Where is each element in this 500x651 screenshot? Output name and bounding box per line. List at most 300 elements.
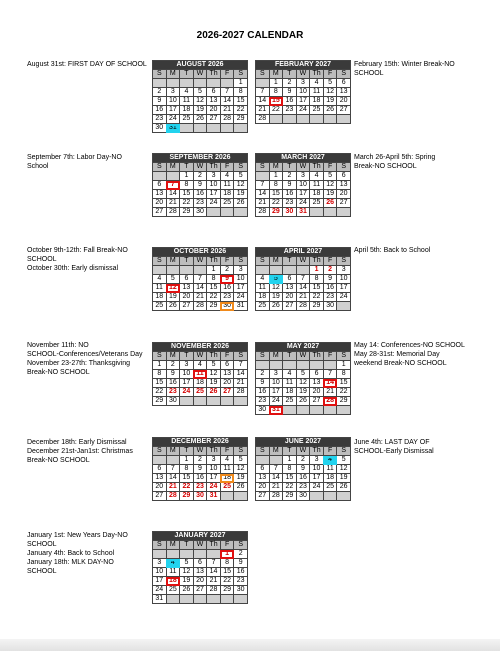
day-cell: 18 [310,97,324,106]
day-cell: 21 [234,379,248,388]
empty-day-cell [207,208,221,217]
week-row [153,208,248,217]
week-row [256,172,351,181]
note-right-2 [354,246,430,255]
day-cell: 5 [180,559,194,568]
weekday-header: T [180,352,194,361]
day-cell: 16 [234,568,248,577]
day-cell: 24 [207,483,221,492]
weekday-header: Th [207,447,221,456]
day-cell: 14 [220,97,234,106]
day-cell: 22 [269,106,283,115]
empty-day-cell [207,397,221,406]
day-cell: 20 [153,199,167,208]
day-cell: 26 [269,302,283,311]
day-cell: 5 [207,361,221,370]
empty-day-cell [180,397,194,406]
day-cell: 3 [234,266,248,275]
empty-day-cell [256,79,270,88]
day-cell: 15 [234,97,248,106]
weekday-header: W [193,70,207,79]
day-cell: 23 [296,483,310,492]
empty-day-cell [283,361,297,370]
empty-day-cell [323,361,337,370]
day-cell: 28 [256,115,270,124]
page-footer-bar [0,639,500,651]
day-cell: 12 [269,284,283,293]
day-cell: 15 [180,474,194,483]
day-cell: 6 [310,370,324,379]
empty-day-cell [337,492,351,501]
weekday-header: S [153,257,167,266]
day-cell: 14 [166,474,180,483]
day-cell: 30 [153,124,167,133]
day-cell: 11 [193,370,207,379]
month-title: OCTOBER 2026 [153,248,248,257]
day-cell: 16 [296,474,310,483]
day-cell: 23 [153,115,167,124]
week-row [256,361,351,370]
day-cell: 20 [256,483,270,492]
day-cell: 20 [193,577,207,586]
day-cell: 2 [296,456,310,465]
day-cell: 8 [207,275,221,284]
week-row [153,97,248,106]
day-cell: 5 [193,88,207,97]
weekday-header: T [180,257,194,266]
weekday-header: Th [310,70,324,79]
day-cell: 4 [153,275,167,284]
empty-day-cell [153,550,167,559]
day-cell: 7 [323,370,337,379]
day-cell: 7 [220,88,234,97]
note-line: May 28-31st: Memorial Day [354,351,440,358]
week-row [153,361,248,370]
day-cell: 16 [166,379,180,388]
weekday-header: F [323,163,337,172]
day-cell: 28 [269,492,283,501]
day-cell: 30 [234,586,248,595]
day-cell: 3 [269,370,283,379]
weekday-header: M [269,163,283,172]
week-row [256,302,351,311]
day-cell: 27 [220,388,234,397]
day-cell: 26 [337,483,351,492]
weekday-header: W [193,257,207,266]
weekday-header: W [193,541,207,550]
empty-day-cell [310,208,324,217]
weekday-header: T [283,70,297,79]
page-title: 2026-2027 CALENDAR [196,30,304,41]
weekday-header: F [323,447,337,456]
day-cell: 9 [323,275,337,284]
empty-day-cell [337,302,351,311]
day-cell: 3 [310,456,324,465]
week-row [153,190,248,199]
day-cell: 25 [323,483,337,492]
weekday-header: Th [207,163,221,172]
day-cell: 30 [193,208,207,217]
month-calendar-sep [152,153,248,217]
day-cell: 8 [234,88,248,97]
week-row [153,79,248,88]
month-calendar-aug [152,60,248,133]
day-cell: 27 [337,106,351,115]
empty-day-cell [310,115,324,124]
day-cell: 6 [180,275,194,284]
day-cell: 22 [220,577,234,586]
week-row [256,115,351,124]
week-row [153,293,248,302]
week-row [153,181,248,190]
day-cell: 27 [207,115,221,124]
day-cell: 14 [166,190,180,199]
week-row [153,465,248,474]
day-cell: 17 [166,106,180,115]
day-cell: 21 [323,388,337,397]
day-cell: 4 [310,79,324,88]
week-row [153,595,248,604]
weekday-header: W [193,447,207,456]
weekday-header: S [337,257,351,266]
note-line: December 21st-Jan1st: Christmas [27,448,133,455]
day-cell: 8 [310,275,324,284]
weekday-header: F [220,257,234,266]
day-cell: 15 [180,190,194,199]
note-line: December 18th: Early Dismissal [27,439,127,446]
day-cell: 2 [193,456,207,465]
note-left-2 [27,246,128,273]
day-cell: 18 [256,293,270,302]
day-cell: 14 [323,379,337,388]
weekday-header: S [337,70,351,79]
note-right-3 [354,341,465,368]
week-row [153,302,248,311]
day-cell: 18 [220,474,234,483]
day-cell: 24 [153,586,167,595]
note-line: February 15th: Winter Break-NO [354,61,455,68]
day-cell: 11 [283,379,297,388]
day-cell: 2 [166,361,180,370]
week-row [153,115,248,124]
day-cell: 15 [283,474,297,483]
note-line: November 23-27th: Thanksgiving [27,360,130,367]
day-cell: 16 [220,284,234,293]
day-cell: 18 [283,388,297,397]
day-cell: 30 [166,397,180,406]
day-cell: 10 [296,181,310,190]
day-cell: 30 [323,302,337,311]
note-line: May 14: Conferences-NO SCHOOL [354,342,465,349]
weekday-header: W [296,352,310,361]
weekday-header: S [256,447,270,456]
day-cell: 2 [234,550,248,559]
month-calendar-jun [255,437,351,501]
empty-day-cell [296,406,310,415]
empty-day-cell [310,361,324,370]
day-cell: 1 [310,266,324,275]
day-cell: 27 [153,208,167,217]
weekday-header: T [283,163,297,172]
week-row [153,172,248,181]
day-cell: 22 [153,388,167,397]
day-cell: 7 [256,181,270,190]
empty-day-cell [234,397,248,406]
day-cell: 21 [166,483,180,492]
empty-day-cell [220,397,234,406]
day-cell: 9 [193,465,207,474]
day-cell: 21 [220,106,234,115]
note-line: August 31st: FIRST DAY OF SCHOOL [27,61,147,68]
week-row [153,379,248,388]
day-cell: 31 [207,492,221,501]
weekday-header: M [166,70,180,79]
day-cell: 21 [193,293,207,302]
day-cell: 15 [337,379,351,388]
week-row [153,88,248,97]
day-cell: 20 [337,190,351,199]
day-cell: 7 [207,559,221,568]
month-calendar-may [255,342,351,415]
day-cell: 10 [153,568,167,577]
day-cell: 1 [153,361,167,370]
day-cell: 28 [296,302,310,311]
note-line: October 30th: Early dismissal [27,265,119,272]
empty-day-cell [269,115,283,124]
day-cell: 10 [166,97,180,106]
weekday-header: F [323,257,337,266]
day-cell: 21 [296,293,310,302]
empty-day-cell [310,492,324,501]
day-cell: 13 [283,284,297,293]
weekday-header: F [220,352,234,361]
weekday-header: M [269,352,283,361]
note-line: January 1st: New Years Day-NO [27,532,128,539]
note-line: SCHOOL-Conferences/Veterans Day [27,351,143,358]
day-cell: 9 [220,275,234,284]
weekday-header: T [180,163,194,172]
empty-day-cell [234,124,248,133]
day-cell: 13 [337,181,351,190]
day-cell: 6 [283,275,297,284]
empty-day-cell [337,406,351,415]
day-cell: 20 [310,388,324,397]
empty-day-cell [283,115,297,124]
day-cell: 1 [180,172,194,181]
empty-day-cell [207,124,221,133]
day-cell: 20 [220,379,234,388]
weekday-header: Th [310,163,324,172]
day-cell: 12 [193,97,207,106]
weekday-header: S [256,163,270,172]
day-cell: 9 [153,97,167,106]
day-cell: 24 [337,293,351,302]
day-cell: 25 [153,302,167,311]
week-row [153,388,248,397]
week-row [153,577,248,586]
day-cell: 23 [166,388,180,397]
day-cell: 19 [323,190,337,199]
day-cell: 26 [180,586,194,595]
day-cell: 10 [234,275,248,284]
day-cell: 13 [180,284,194,293]
day-cell: 10 [337,275,351,284]
empty-day-cell [166,595,180,604]
day-cell: 16 [283,190,297,199]
weekday-header: W [296,163,310,172]
day-cell: 23 [256,397,270,406]
day-cell: 6 [193,559,207,568]
day-cell: 22 [337,388,351,397]
day-cell: 18 [193,379,207,388]
week-row [256,483,351,492]
empty-day-cell [234,595,248,604]
empty-day-cell [180,266,194,275]
day-cell: 14 [193,284,207,293]
day-cell: 29 [153,397,167,406]
empty-day-cell [207,595,221,604]
weekday-header: S [256,70,270,79]
week-row [153,275,248,284]
month-title: APRIL 2027 [256,248,351,257]
week-row [256,388,351,397]
day-cell: 8 [269,181,283,190]
day-cell: 11 [323,465,337,474]
day-cell: 8 [269,88,283,97]
empty-day-cell [180,550,194,559]
day-cell: 2 [256,370,270,379]
day-cell: 8 [220,559,234,568]
day-cell: 23 [220,293,234,302]
day-cell: 27 [283,302,297,311]
day-cell: 2 [283,79,297,88]
day-cell: 29 [269,208,283,217]
empty-day-cell [296,266,310,275]
day-cell: 11 [180,97,194,106]
day-cell: 21 [269,483,283,492]
day-cell: 29 [283,492,297,501]
empty-day-cell [193,124,207,133]
day-cell: 8 [337,370,351,379]
day-cell: 5 [296,370,310,379]
day-cell: 23 [283,199,297,208]
day-cell: 25 [310,106,324,115]
weekday-header: Th [310,352,324,361]
day-cell: 3 [207,456,221,465]
note-line: SCHOOL-Early Dismissal [354,448,434,455]
day-cell: 31 [269,406,283,415]
day-cell: 1 [234,79,248,88]
day-cell: 9 [166,370,180,379]
weekday-header: S [234,541,248,550]
day-cell: 26 [193,115,207,124]
note-line: Break-NO SCHOOL [354,163,417,170]
empty-day-cell [234,208,248,217]
empty-day-cell [337,115,351,124]
day-cell: 21 [256,106,270,115]
note-line: March 26-April 5th: Spring [354,154,436,161]
empty-day-cell [310,406,324,415]
day-cell: 8 [180,181,194,190]
day-cell: 18 [220,190,234,199]
day-cell: 28 [234,388,248,397]
day-cell: 19 [269,293,283,302]
day-cell: 27 [256,492,270,501]
weekday-header: Th [207,257,221,266]
week-row [153,370,248,379]
day-cell: 24 [234,293,248,302]
day-cell: 28 [323,397,337,406]
day-cell: 19 [193,106,207,115]
day-cell: 26 [296,397,310,406]
empty-day-cell [166,79,180,88]
weekday-header: Th [310,257,324,266]
day-cell: 4 [166,559,180,568]
day-cell: 29 [207,302,221,311]
day-cell: 4 [256,275,270,284]
empty-day-cell [256,456,270,465]
day-cell: 13 [256,474,270,483]
day-cell: 12 [234,465,248,474]
week-row [256,492,351,501]
week-row [153,124,248,133]
day-cell: 17 [269,388,283,397]
note-left-1 [27,153,122,171]
day-cell: 19 [234,190,248,199]
day-cell: 12 [207,370,221,379]
empty-day-cell [193,79,207,88]
day-cell: 17 [207,474,221,483]
day-cell: 4 [220,172,234,181]
day-cell: 24 [296,199,310,208]
day-cell: 21 [166,199,180,208]
weekday-header: F [323,352,337,361]
day-cell: 13 [153,190,167,199]
month-title: MAY 2027 [256,343,351,352]
day-cell: 18 [323,474,337,483]
weekday-header: S [337,352,351,361]
day-cell: 13 [193,568,207,577]
empty-day-cell [337,208,351,217]
empty-day-cell [220,492,234,501]
week-row [153,266,248,275]
day-cell: 26 [166,302,180,311]
day-cell: 13 [337,88,351,97]
empty-day-cell [193,266,207,275]
day-cell: 1 [269,172,283,181]
day-cell: 9 [283,181,297,190]
day-cell: 5 [234,456,248,465]
empty-day-cell [153,79,167,88]
note-line: SCHOOL [27,568,57,575]
day-cell: 5 [323,79,337,88]
weekday-header: S [337,163,351,172]
week-row [153,483,248,492]
weekday-header: S [234,352,248,361]
month-title: NOVEMBER 2026 [153,343,248,352]
day-cell: 13 [153,474,167,483]
weekday-header: W [193,352,207,361]
weekday-header: M [166,352,180,361]
day-cell: 5 [337,456,351,465]
day-cell: 28 [193,302,207,311]
day-cell: 14 [269,474,283,483]
day-cell: 27 [337,199,351,208]
note-left-3 [27,341,143,377]
day-cell: 20 [153,483,167,492]
weekday-header: M [269,70,283,79]
empty-day-cell [193,595,207,604]
